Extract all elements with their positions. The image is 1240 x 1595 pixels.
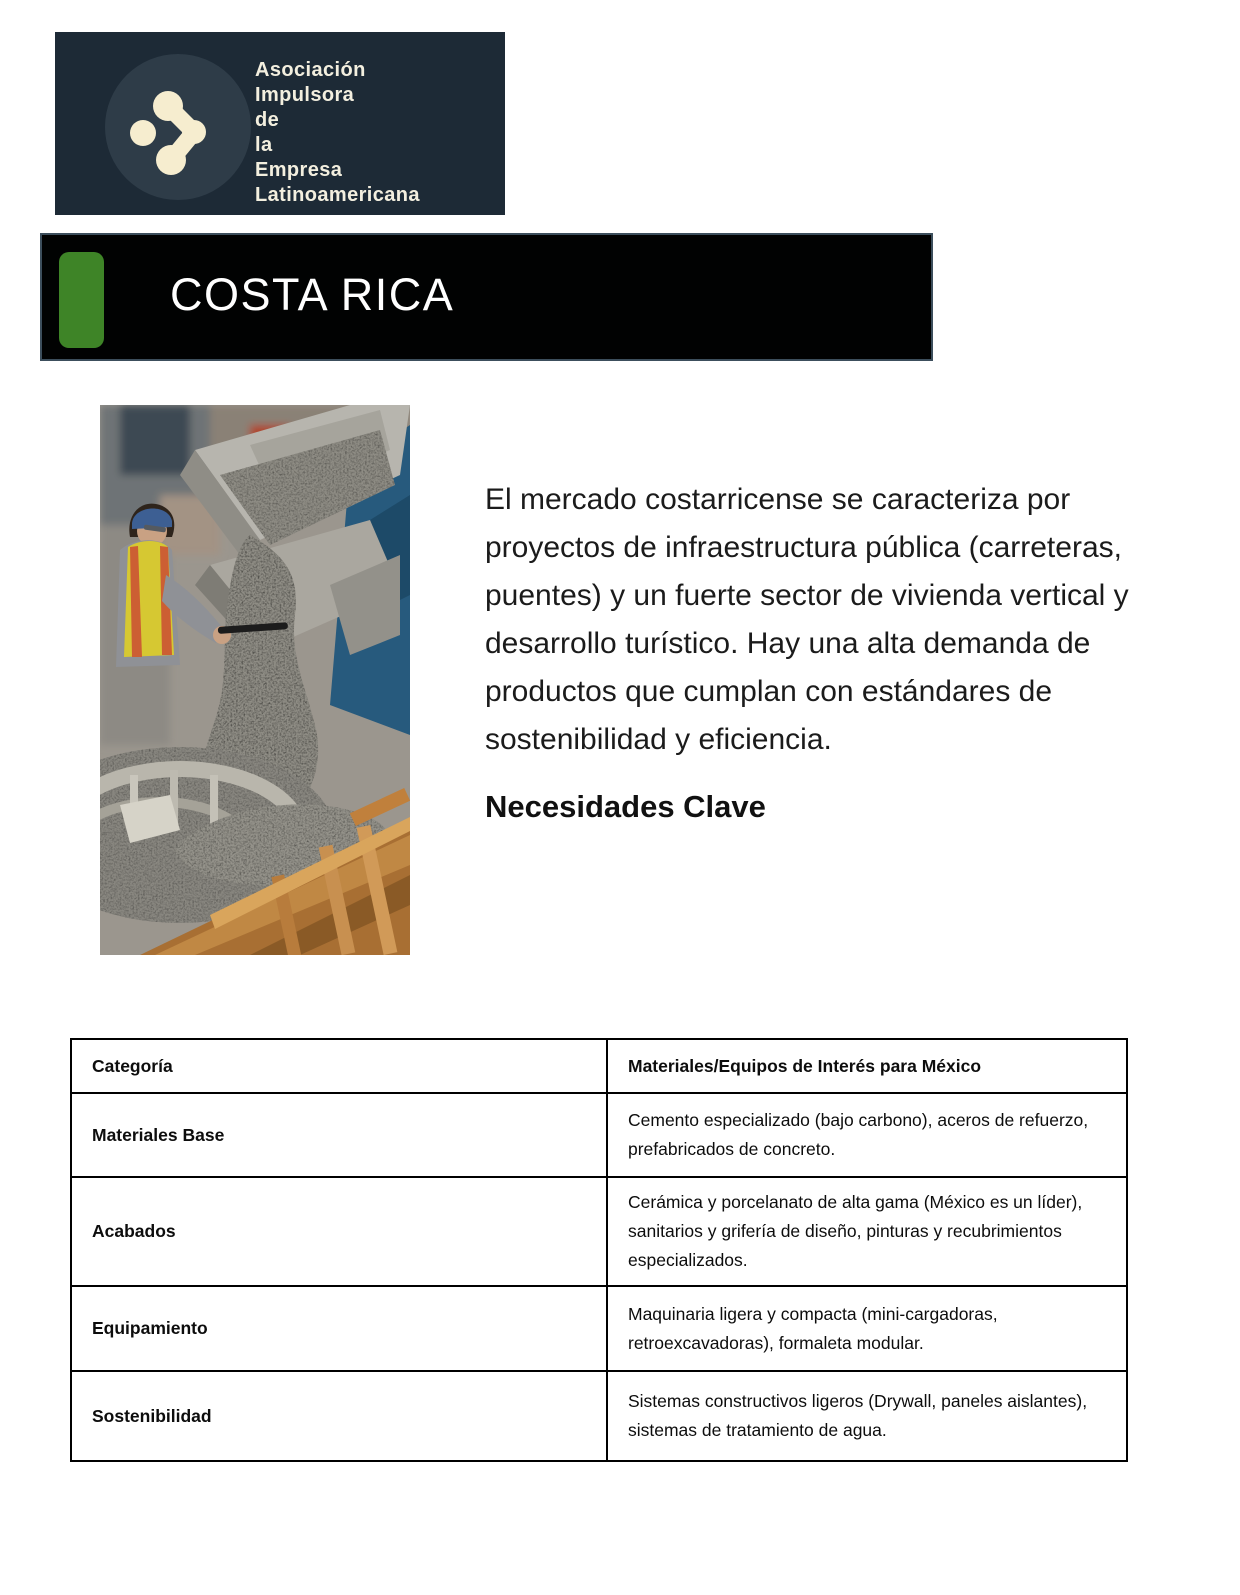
- org-name-line: Latinoamericana: [255, 184, 420, 206]
- market-description: El mercado costarricense se caracteriza por proyectos de infraestructura pública (carreteras, puentes) y un fuerte sector de vivienda vertical y desarrollo turístico. Hay una alta demanda de productos que cumplan con estándares de sostenibilidad y eficiencia.: [485, 483, 1129, 756]
- banner-accent-bar: [59, 252, 104, 348]
- row-category: Materiales Base: [71, 1093, 607, 1177]
- row-detail: Cerámica y porcelanato de alta gama (México es un líder), sanitarios y grifería de diseño, pinturas y recubrimientos especializados.: [607, 1177, 1127, 1286]
- org-name: [255, 58, 420, 208]
- row-detail: Cemento especializado (bajo carbono), aceros de refuerzo, prefabricados de concreto.: [607, 1093, 1127, 1177]
- table-row: [71, 1177, 1127, 1286]
- needs-table: [70, 1038, 1128, 1462]
- column-header-materiales: Materiales/Equipos de Interés para México: [607, 1039, 1127, 1093]
- row-category: Sostenibilidad: [71, 1371, 607, 1461]
- row-category: Acabados: [71, 1177, 607, 1286]
- row-detail: Sistemas constructivos ligeros (Drywall, paneles aislantes), sistemas de tratamiento de agua.: [607, 1371, 1127, 1461]
- country-title: COSTA RICA: [170, 268, 455, 320]
- needs-heading: Necesidades Clave: [485, 789, 766, 824]
- intro-section: [485, 476, 1147, 826]
- org-logo-block: [55, 32, 505, 215]
- table-row: [71, 1286, 1127, 1371]
- column-header-categoria: Categoría: [71, 1039, 607, 1093]
- org-name-line: Impulsora: [255, 84, 355, 106]
- construction-photo: [100, 405, 410, 955]
- org-name-line: la: [255, 134, 273, 156]
- org-name-line: Empresa: [255, 159, 343, 181]
- org-name-line: Asociación: [255, 59, 366, 81]
- country-banner: [40, 233, 933, 361]
- row-detail: Maquinaria ligera y compacta (mini-cargadoras, retroexcavadoras), formaleta modular.: [607, 1286, 1127, 1371]
- row-category: Equipamiento: [71, 1286, 607, 1371]
- table-header-row: [71, 1039, 1127, 1093]
- table-row: [71, 1093, 1127, 1177]
- org-name-line: de: [255, 109, 280, 131]
- table-row: [71, 1371, 1127, 1461]
